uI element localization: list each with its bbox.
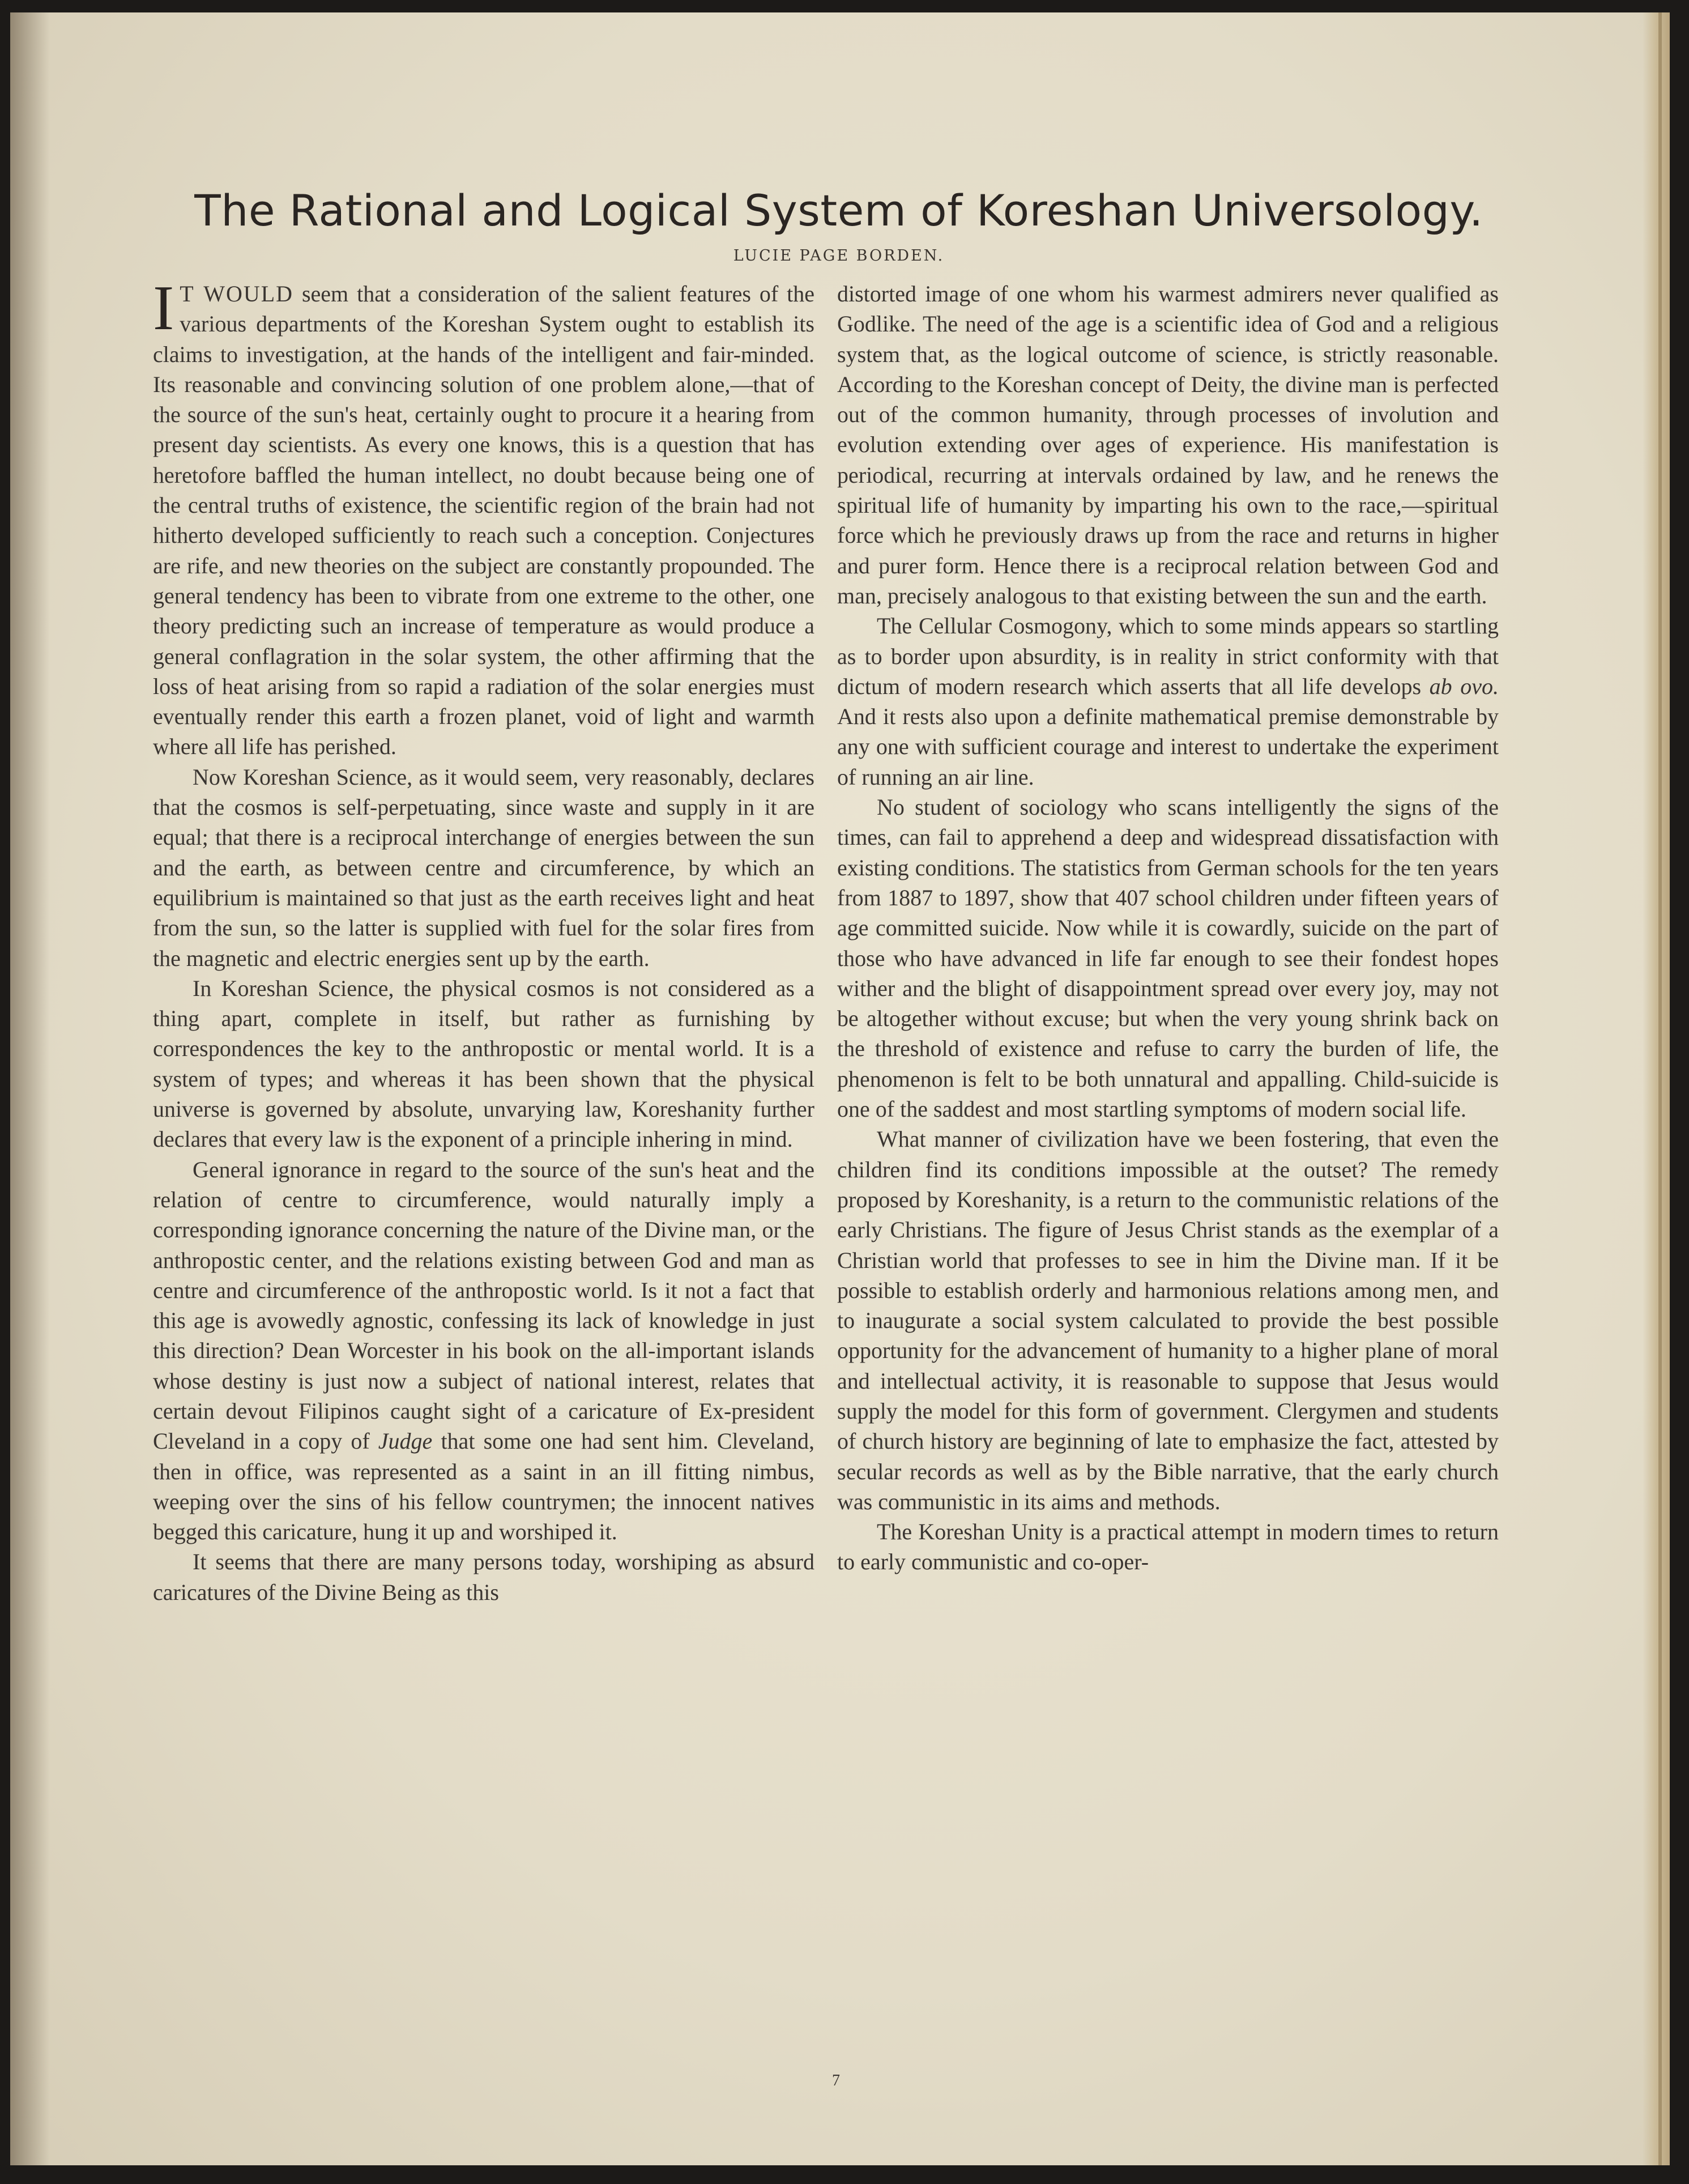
page-edge-shadow	[1643, 12, 1670, 2165]
paragraph: It seems that there are many persons today, worshiping as absurd caricatures of the Divine Being as this	[153, 1549, 814, 1605]
paragraph: The Koreshan Unity is a practical attempt in modern times to return to early communistic and co-oper-	[837, 1519, 1499, 1575]
paragraph-text: that some one had sent him. Cleveland, then in office, was represented as a saint in an ill fitting nimbus, weeping over the sins of his fellow countrymen; the innocent natives begged this caricature, hung it up and worshiped it.	[153, 1428, 815, 1545]
article-byline: LUCIE PAGE BORDEN.	[733, 247, 945, 265]
italic-text: Judge	[378, 1428, 433, 1454]
drop-cap: I	[153, 273, 174, 343]
right-column	[837, 279, 1499, 1577]
paragraph: distorted image of one whom his warmest admirers never qualified as Godlike. The need of the age is a scientific idea of God and a religious system that, as the logical outcome of science, is strictly reasonable. According to the Koreshan concept of Deity, the divine man is perfected out of the common humanity, through processes of involution and evolution extending over ages of experience. His manifestation is periodical, recurring at intervals ordained by law, and he renews the spiritual life of humanity by imparting his own to the race,—spiritual force which he previously draws up from the race and returns in higher and purer form. Hence there is a reciprocal relation between God and man, precisely analogous to that existing between the sun and the earth.	[837, 281, 1499, 608]
paragraph	[837, 611, 1499, 792]
paragraph	[153, 1155, 814, 1547]
paragraph-text: The Cellular Cosmogony, which to some minds appears so startling as to border upon absurdity, is in reality in strict conformity with that dictum of modern research which asserts that all life develops	[837, 613, 1499, 699]
binding-shadow	[10, 12, 50, 2165]
left-column	[153, 273, 815, 1607]
page-edge-line	[1658, 12, 1662, 2165]
lead-words: T WOULD	[180, 281, 294, 306]
paragraph	[153, 273, 815, 762]
paragraph-text: General ignorance in regard to the source of the sun's heat and the relation of centre to circumference, would naturally imply a corresponding ignorance concerning the nature of the Divine man, or the anthropostic center, and the relations existing between God and man as centre and circumference of the anthropostic world. Is it not a fact that this age is avowedly agnostic, confessing its lack of knowledge in just this direction? Dean Worcester in his book on the all-important islands whose destiny is just now a subject of national interest, relates that certain devout Filipinos caught sight of a caricature of Ex-president Cleveland in a copy of	[153, 1156, 814, 1454]
article-title: The Rational and Logical System of Koreshan Universology.	[194, 185, 1483, 236]
paragraph: What manner of civilization have we been fostering, that even the children find its conditions impossible at the outset? The remedy proposed by Koreshanity, is a return to the communistic relations of the early Christians. The figure of Jesus Christ stands as the exemplar of a Christian world that professes to see in him the Divine man. If it be possible to establish orderly and harmonious relations among men, and to inaugurate a social system calculated to provide the best possible opportunity for the advancement of humanity to a higher plane of moral and intellectual activity, it is reasonable to suppose that Jesus would supply the model for this form of government. Clergymen and students of church history are beginning of late to emphasize the fact, attested by secular records as well as by the Bible narrative, that the early church was communistic in its aims and methods.	[837, 1126, 1499, 1514]
paragraph: No student of sociology who scans intelligently the signs of the times, can fail to apprehend a deep and widespread dissatisfaction with existing conditions. The statistics from German schools for the ten years from 1887 to 1897, show that 407 school children under fifteen years of age committed suicide. Now while it is cowardly, suicide on the part of those who have advanced in life far enough to see their fondest hopes wither and the blight of disappointment spread over every joy, may not be altogether without excuse; but when the very young shrink back on the threshold of existence and refuse to carry the burden of life, the phenomenon is felt to be both unnatural and appalling. Child-suicide is one of the saddest and most startling symptoms of modern social life.	[837, 794, 1499, 1122]
paragraph-text: seem that a consideration of the salient features of the various departments of the Koreshan System ought to establish its claims to investigation, at the hands of the intelligent and fair-minded. Its reasonable and convincing solution of one problem alone,—that of the source of the sun's heat, certainly ought to procure it a hearing from present day scientists. As every one knows, this is a question that has heretofore baffled the human intellect, no doubt because being one of the central truths of existence, the scientific region of the brain had not hitherto developed sufficiently to reach such a conception. Conjectures are rife, and new theories on the subject are constantly propounded. The general tendency has been to vibrate from one extreme to the other, one theory predicting such an increase of temperature as would produce a general conflagration in the solar system, the other affirming that the loss of heat arising from so rapid a radiation of the solar energies must eventually render this earth a frozen planet, void of light and warmth where all life has perished.	[153, 281, 815, 760]
scanned-page	[10, 12, 1670, 2165]
page-number: 7	[832, 2072, 840, 2089]
paragraph: In Koreshan Science, the physical cosmos is not considered as a thing apart, complete in itself, but rather as furnishing by correspondences the key to the anthropostic or mental world. It is a system of types; and whereas it has been shown that the physical universe is governed by absolute, unvarying law, Koreshanity further declares that every law is the exponent of a principle inhering in mind.	[153, 975, 814, 1152]
italic-text: ab ovo.	[1429, 673, 1499, 699]
paragraph-text: And it rests also upon a definite mathematical premise demonstrable by any one with sufficient courage and interest to undertake the experiment of running an air line.	[837, 704, 1499, 790]
paragraph: Now Koreshan Science, as it would seem, very reasonably, declares that the cosmos is self-perpetuating, since waste and supply in it are equal; that there is a reciprocal interchange of energies between the sun and the earth, as between centre and circumference, by which an equilibrium is maintained so that just as the earth receives light and heat from the sun, so the latter is supplied with fuel for the solar fires from the magnetic and electric energies sent up by the earth.	[153, 764, 814, 971]
